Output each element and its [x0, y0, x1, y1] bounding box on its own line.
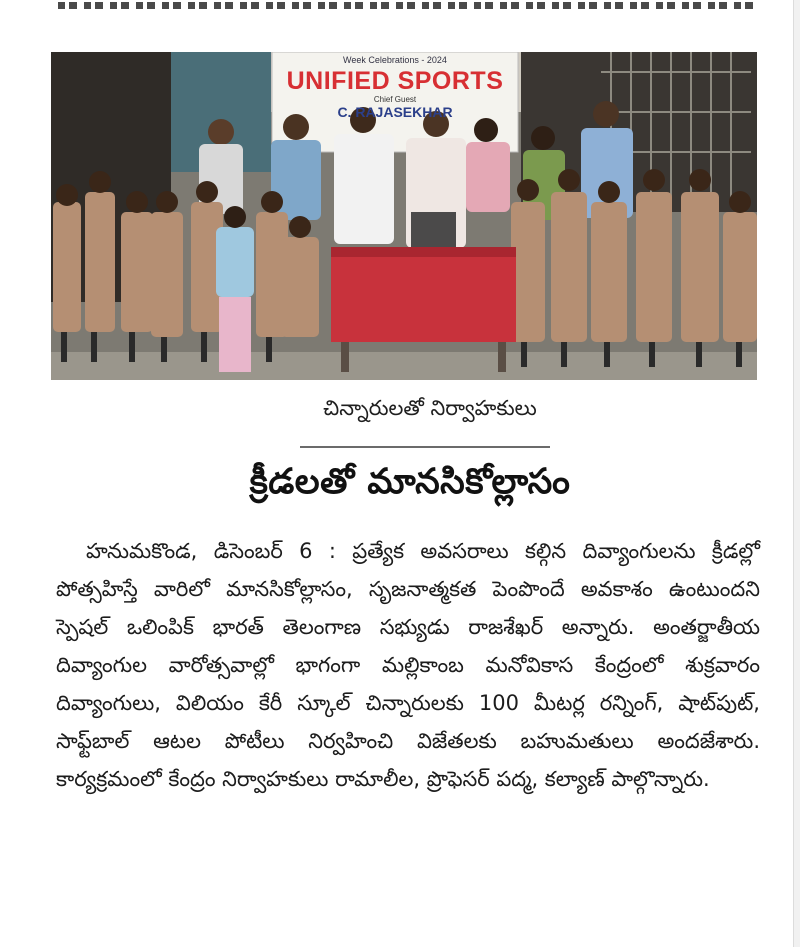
article-headline: క్రీడలతో మానసికోల్లాసం	[249, 462, 571, 502]
caption-divider	[300, 446, 550, 448]
article-body: హనుమకొండ, డిసెంబర్ 6 : ప్రత్యేక అవసరాలు కల్గిన దివ్యాంగులను క్రీడల్లో పోత్సహిస్తే వారిలో మానసికోల్లాసం, సృజనాత్మకత పెంపొందే అవకాశం ఉంటుందని స్పెషల్ ఒలింపిక్ భారత్ తెలంగాణ సభ్యుడు రాజశేఖర్ అన్నారు. అంతర్జాతీయ దివ్యాంగుల వారోత్సవాల్లో భాగంగా మల్లికాంబ మనోవికాస కేంద్రంలో శుక్రవారం దివ్యాంగులు, విలియం కేరీ స్కూల్ చిన్నారులకు 100 మీటర్ల రన్నింగ్, షాట్‌పుట్, సాఫ్ట్‌బాల్ ఆటల పోటీలు నిర్వహించి విజేతలకు బహుమతులు అందజేశారు. కార్యక్రమంలో కేంద్రం నిర్వాహకులు రామాలీల, ప్రొఫెసర్ పద్మ, కల్యాణ్ పాల్గొన్నారు.	[56, 539, 760, 791]
photo-illustration	[51, 52, 757, 380]
banner-guest-label: Chief Guest	[373, 95, 417, 104]
news-photo	[51, 52, 757, 380]
banner-guest-name: C. RAJASEKHAR	[337, 104, 453, 120]
banner-title: UNIFIED SPORTS	[286, 67, 504, 95]
banner-subtitle: Week Celebrations - 2024	[343, 55, 447, 65]
photo-caption: చిన్నారులతో నిర్వాహకులు	[323, 396, 537, 420]
page-edge	[793, 0, 800, 947]
cut-off-previous-line	[58, 0, 758, 16]
